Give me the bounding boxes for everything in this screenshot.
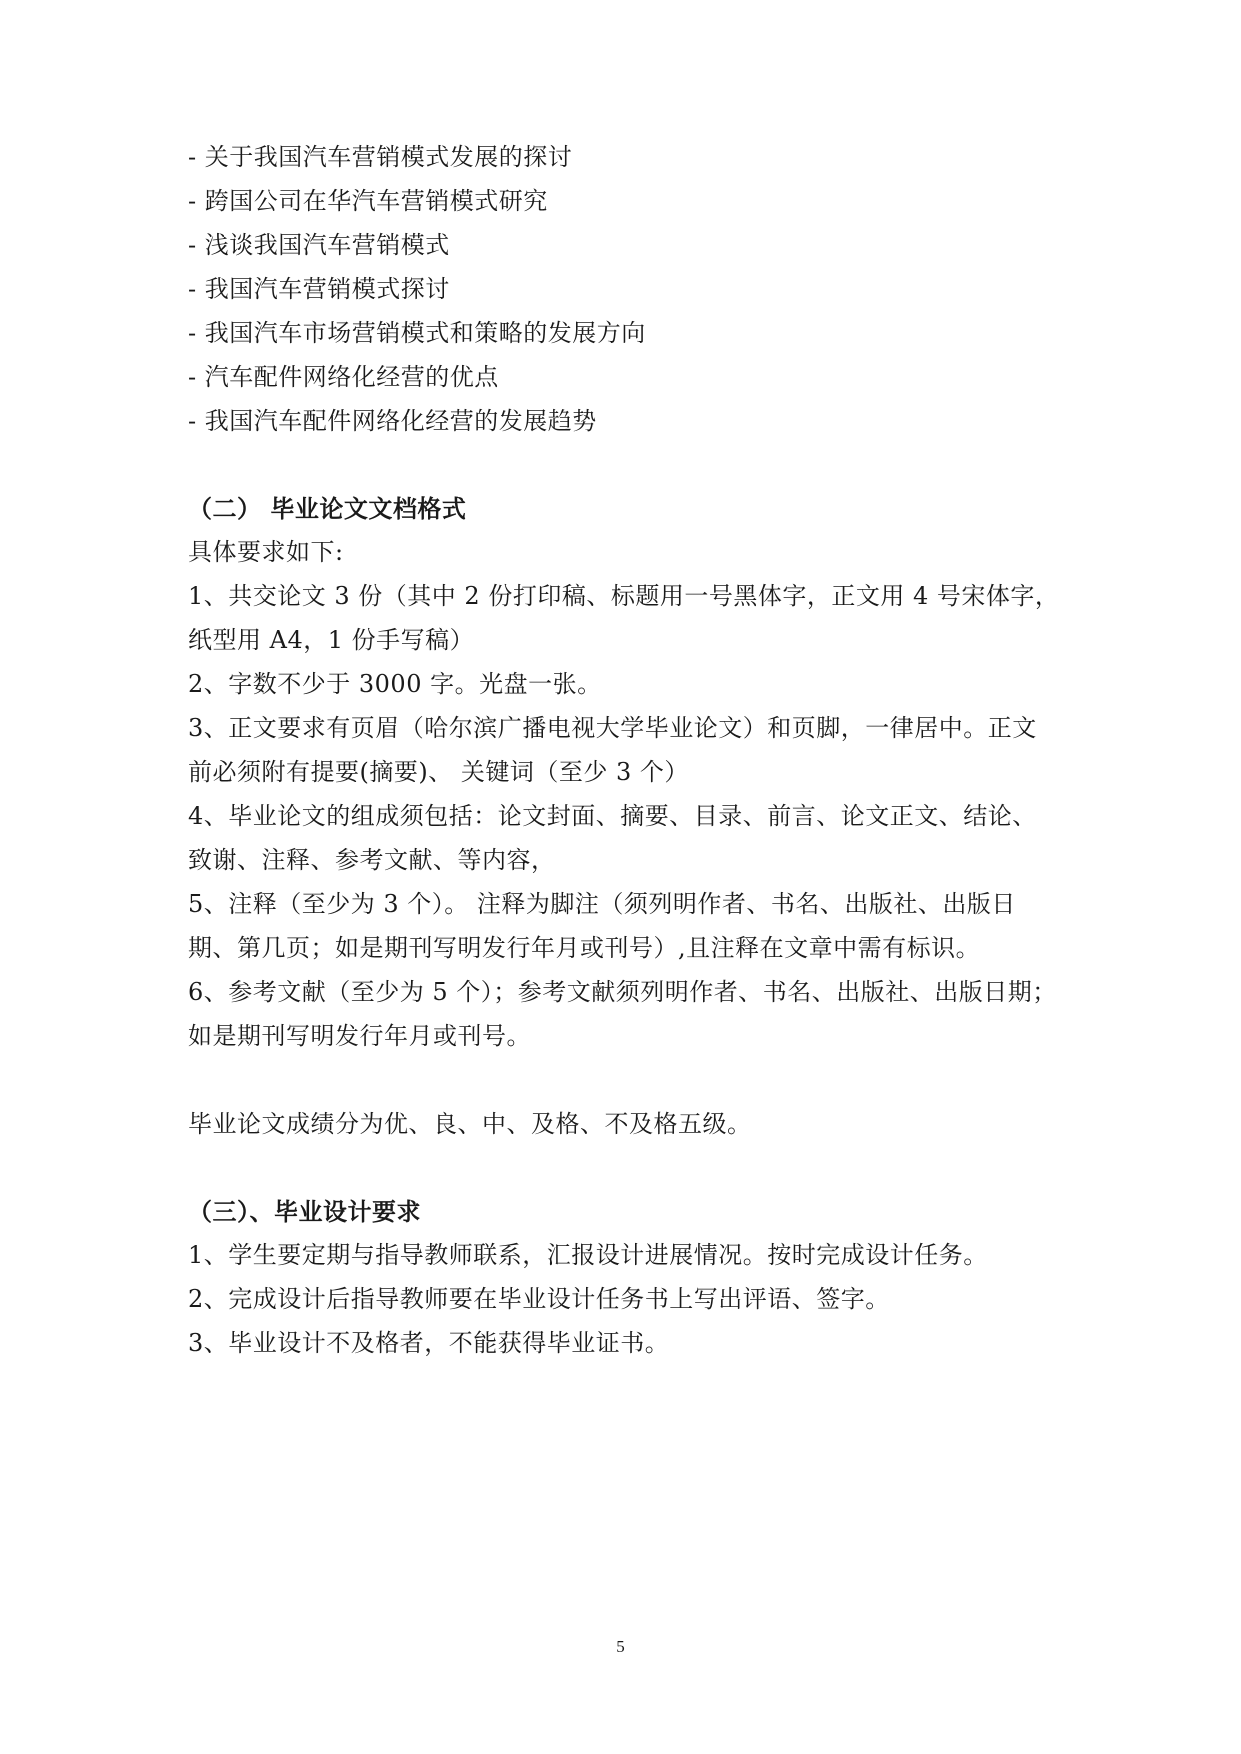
paragraph-line: 具体要求如下: (188, 538, 344, 566)
topic-item: - 汽车配件网络化经营的优点 (188, 363, 499, 391)
paragraph-line: 前必须附有提要(摘要)、 关键词（至少 3 个） (188, 758, 689, 786)
paragraph-line: 纸型用 A4，1 份手写稿） (188, 626, 475, 654)
section-heading: （二） 毕业论文文档格式 (188, 495, 467, 523)
paragraph-line: 1、学生要定期与指导教师联系，汇报设计进展情况。按时完成设计任务。 (188, 1241, 988, 1269)
topic-item: - 我国汽车配件网络化经营的发展趋势 (188, 407, 597, 435)
topic-item: - 我国汽车市场营销模式和策略的发展方向 (188, 319, 646, 347)
topic-item: - 我国汽车营销模式探讨 (188, 275, 450, 303)
section-heading: （三）、毕业设计要求 (188, 1198, 421, 1226)
paragraph-line: 2、字数不少于 3000 字。光盘一张。 (188, 670, 602, 698)
paragraph-line: 2、完成设计后指导教师要在毕业设计任务书上写出评语、签字。 (188, 1285, 890, 1313)
topic-item: - 浅谈我国汽车营销模式 (188, 231, 450, 259)
paragraph-line: 3、毕业设计不及格者，不能获得毕业证书。 (188, 1329, 670, 1357)
paragraph-line: 1、共交论文 3 份（其中 2 份打印稿、标题用一号黑体字，正文用 4 号宋体字， (188, 582, 1060, 610)
grading-note: 毕业论文成绩分为优、良、中、及格、不及格五级。 (188, 1110, 752, 1138)
paragraph-line: 6、参考文献（至少为 5 个）；参考文献须列明作者、书名、出版社、出版日期； (188, 978, 1057, 1006)
paragraph-line: 5、注释（至少为 3 个）。 注释为脚注（须列明作者、书名、出版社、出版日 (188, 890, 1016, 918)
paragraph-line: 4、毕业论文的组成须包括：论文封面、摘要、目录、前言、论文正文、结论、 (188, 802, 1037, 830)
topic-item: - 跨国公司在华汽车营销模式研究 (188, 187, 548, 215)
page-number: 5 (616, 1637, 625, 1656)
topic-item: - 关于我国汽车营销模式发展的探讨 (188, 143, 573, 171)
paragraph-line: 期、第几页；如是期刊写明发行年月或刊号）,且注释在文章中需有标识。 (188, 934, 981, 962)
paragraph-line: 3、正文要求有页眉（哈尔滨广播电视大学毕业论文）和页脚，一律居中。正文 (188, 714, 1037, 742)
paragraph-line: 致谢、注释、参考文献、等内容， (188, 846, 556, 874)
paragraph-line: 如是期刊写明发行年月或刊号。 (188, 1022, 531, 1050)
